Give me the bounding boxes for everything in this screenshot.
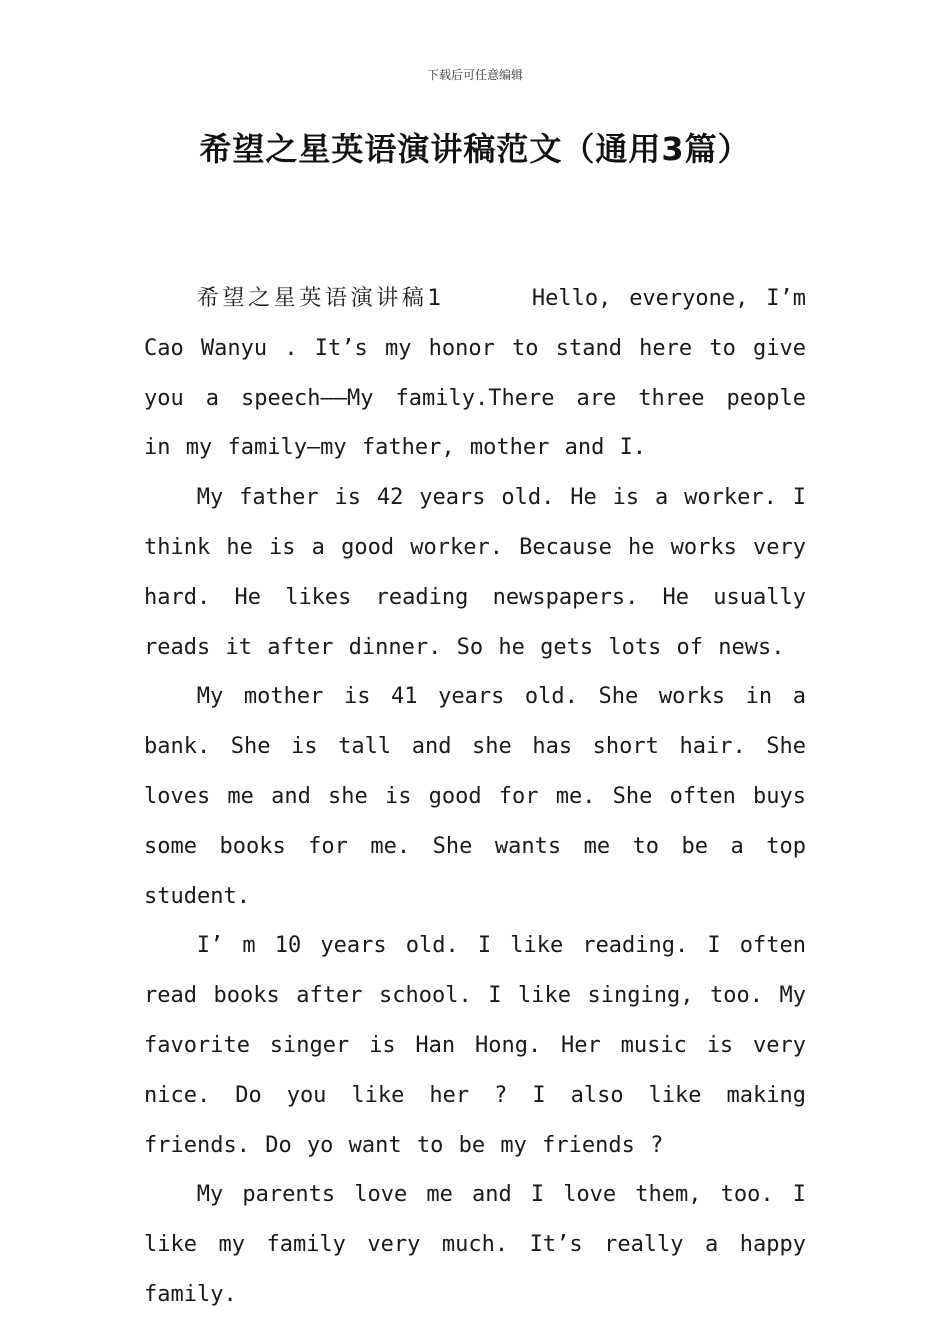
speech-heading: 希望之星英语演讲稿1	[196, 286, 443, 311]
paragraph-4: I’ m 10 years old. I like reading. I often read books after school. I like singing, too. My favorite singer is Han Hong. Her music is very nice. Do you like her ? I also like making friends. Do yo want to be my friends ?	[144, 933, 806, 1158]
page-header: 下载后可任意编辑	[426, 68, 523, 82]
paragraph-5: My parents love me and I love them, too. I like my family very much. It’s really a happy family.	[144, 1182, 806, 1307]
article-body	[144, 274, 806, 1320]
paragraph-2: My father is 42 years old. He is a worker. I think he is a good worker. Because he works very hard. He likes reading newspapers. He usually reads it after dinner. So he gets lots of news.	[144, 485, 806, 660]
spacer	[442, 286, 531, 311]
paragraph-1	[144, 274, 806, 473]
paragraph-3: My mother is 41 years old. She works in a bank. She is tall and she has short hair. She loves me and she is good for me. She often buys some books for me. She wants me to be a top student.	[144, 684, 806, 909]
paragraph-1-text: Hello, everyone, I’m Cao Wanyu . It’s my honor to stand here to give you a speech——My family.There are three people in my family—my father, mother and I.	[144, 286, 807, 461]
document-title: 希望之星英语演讲稿范文（通用3篇）	[199, 130, 751, 168]
